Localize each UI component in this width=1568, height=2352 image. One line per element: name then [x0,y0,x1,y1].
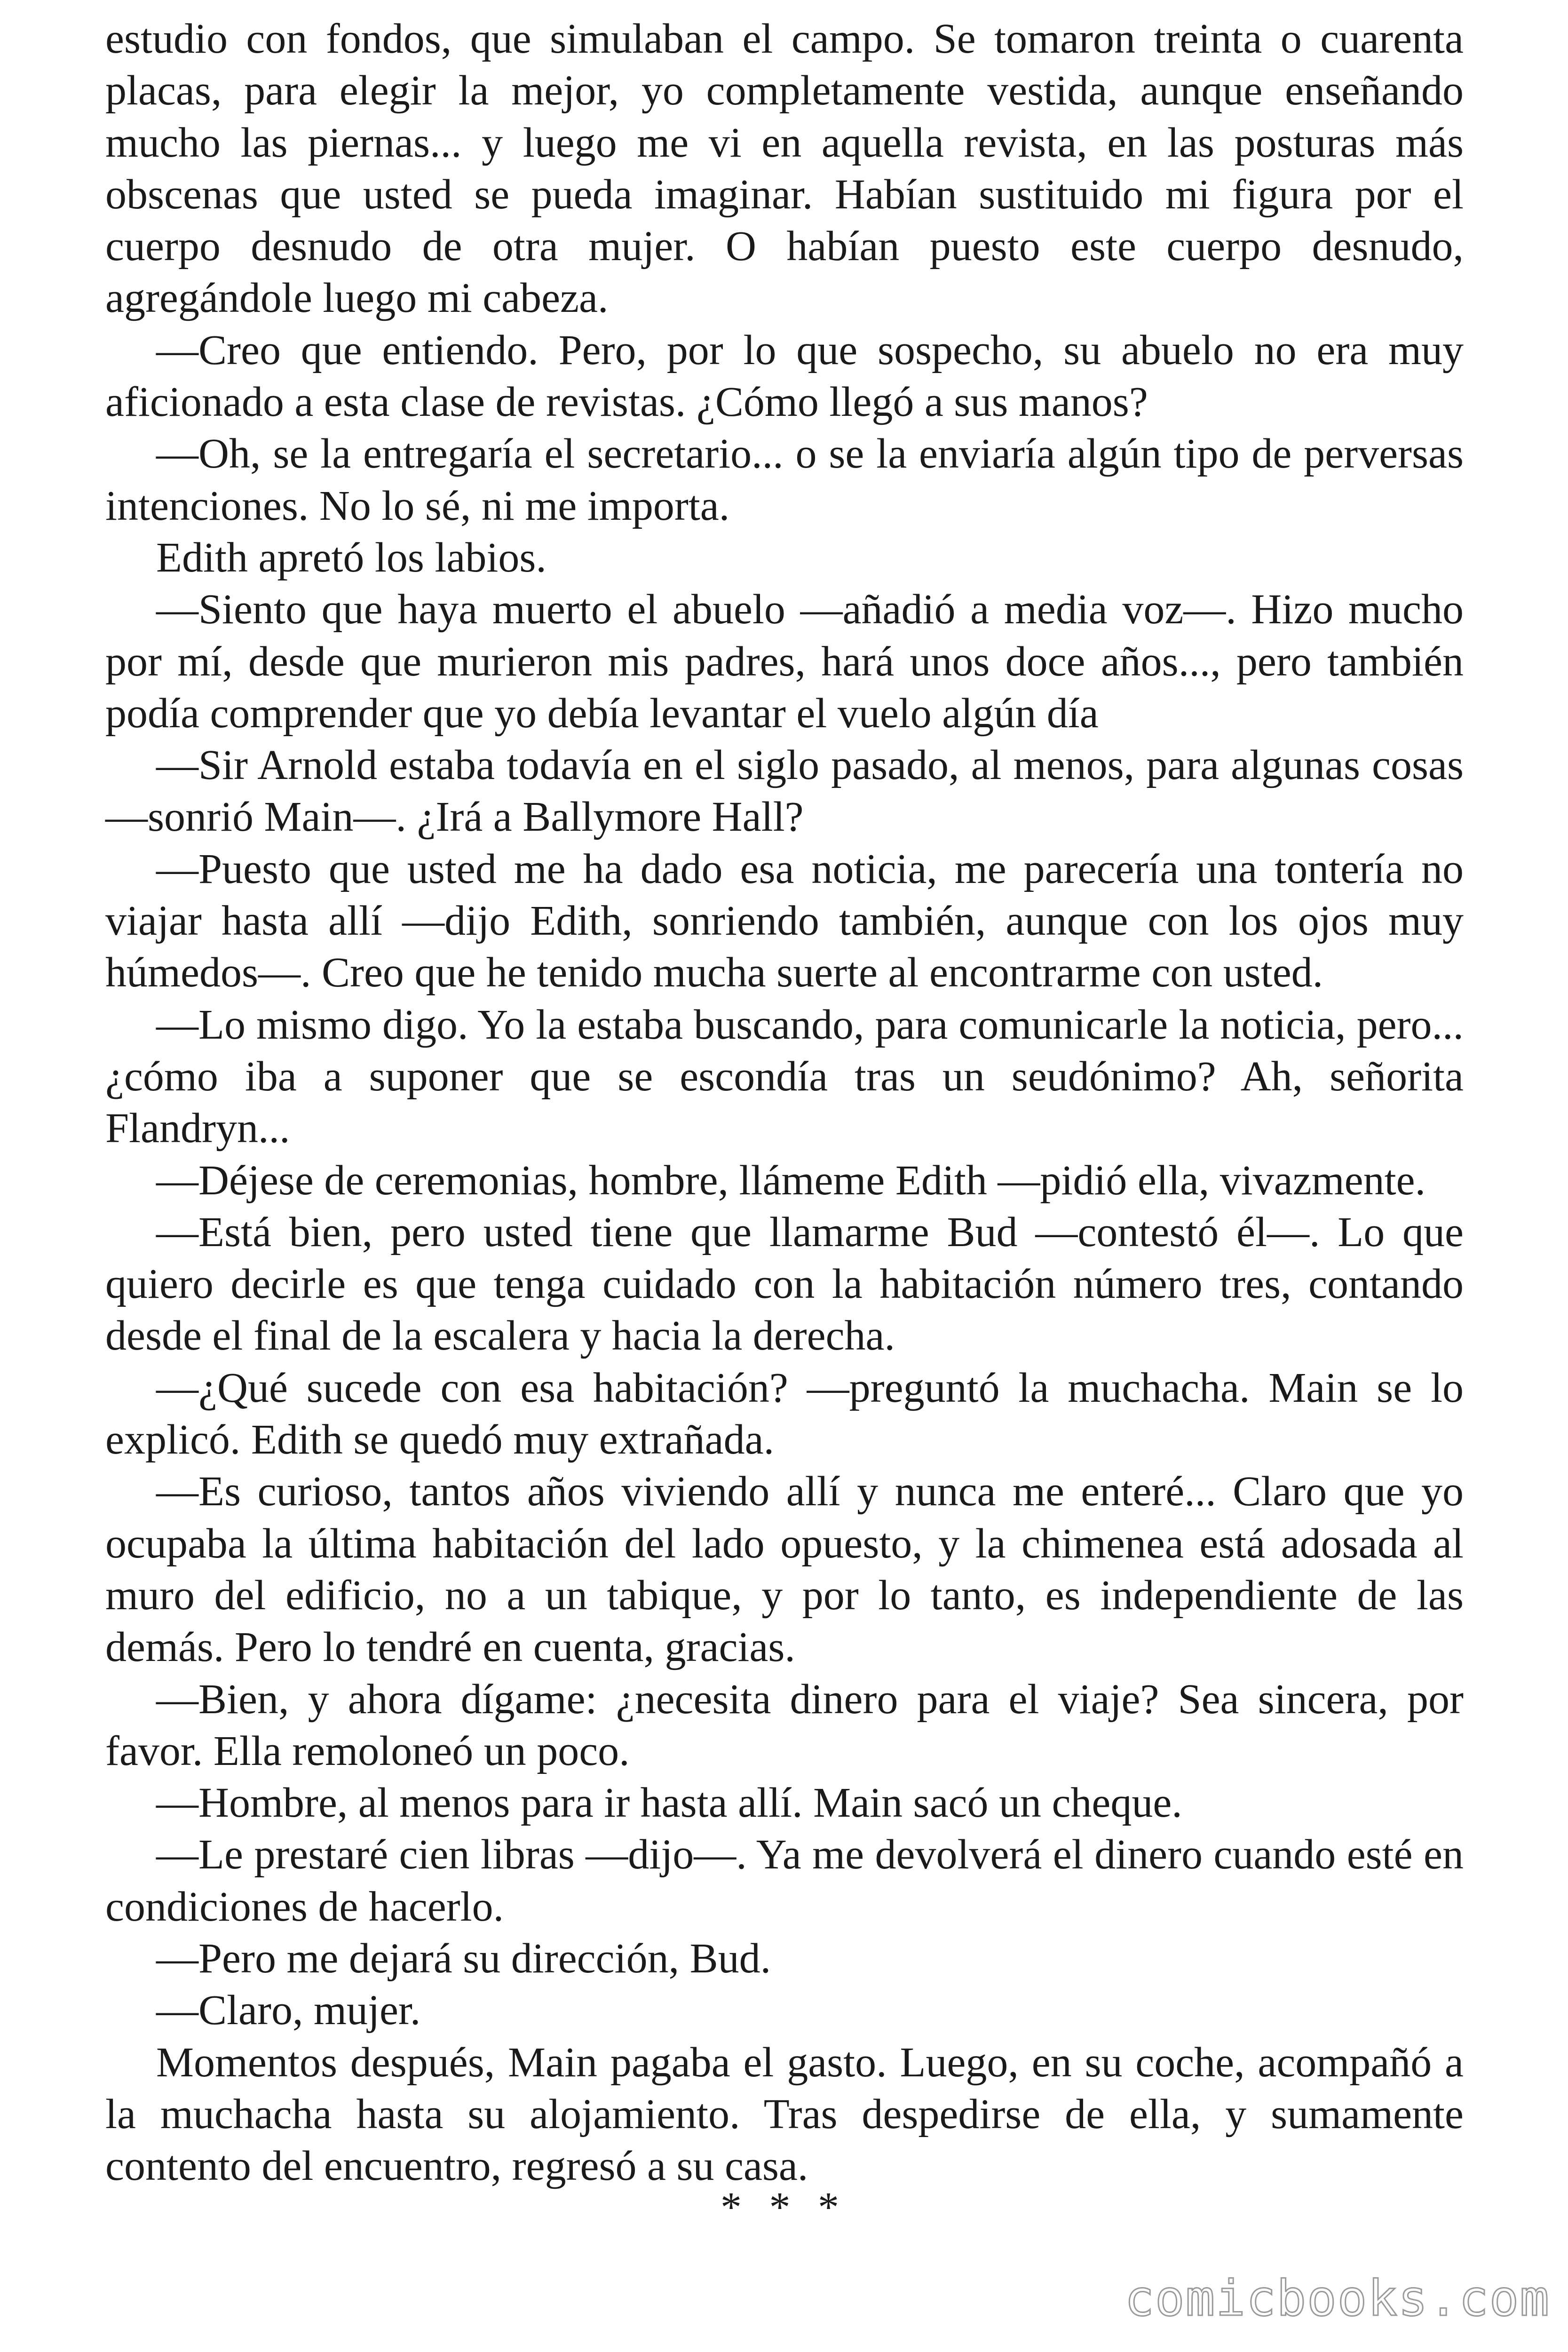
paragraph: Momentos después, Main pagaba el gasto. Luego, en su coche, acompañó a la muchacha hasta su alojamiento. Tras despedirse de ella, y sumamente contento del encuentro, regresó a su casa. [105,2039,1464,2190]
paragraph: Edith apretó los labios. [156,534,546,581]
paragraph: —¿Qué sucede con esa habitación? —preguntó la muchacha. Main se lo explicó. Edith se quedó muy extrañada. [105,1364,1464,1463]
paragraph: —Oh, se la entregaría el secretario... o se la enviaría algún tipo de perversas intenciones. No lo sé, ni me importa. [105,430,1464,529]
paragraph: —Sir Arnold estaba todavía en el siglo pasado, al menos, para algunas cosas —sonrió Main—. ¿Irá a Ballymore Hall? [105,742,1464,841]
paragraph: —Siento que haya muerto el abuelo —añadió a media voz—. Hizo mucho por mí, desde que murieron mis padres, hará unos doce años..., pero también podía comprender que yo debía levantar el vuelo algún día [105,586,1464,737]
paragraph: —Es curioso, tantos años viviendo allí y nunca me enteré... Claro que yo ocupaba la última habitación del lado opuesto, y la chimenea está adosada al muro del edificio, no a un tabique, y por lo tanto, es independiente de las demás. Pero lo tendré en cuenta, gracias. [105,1468,1464,1671]
paragraph: —Hombre, al menos para ir hasta allí. Main sacó un cheque. [156,1780,1182,1827]
watermark: comicbooks.com [1125,2270,1550,2327]
body-text [105,13,1464,2192]
paragraph: —Puesto que usted me ha dado esa noticia, me parecería una tontería no viajar hasta allí —dijo Edith, sonriendo también, aunque con los ojos muy húmedos—. Creo que he tenido mucha suerte al encontrarme con usted. [105,845,1464,996]
paragraph: —Está bien, pero usted tiene que llamarme Bud —contestó él—. Lo que quiero decirle es que tenga cuidado con la habitación número tres, contando desde el final de la escalera y hacia la derecha. [105,1208,1464,1359]
paragraph: —Lo mismo digo. Yo la estaba buscando, para comunicarle la noticia, pero... ¿cómo iba a suponer que se escondía tras un seudónimo? Ah, señorita Flandryn... [105,1001,1464,1152]
section-separator: * * * [721,2184,847,2231]
paragraph: —Claro, mujer. [156,1987,421,2034]
paragraph: —Bien, y ahora dígame: ¿necesita dinero para el viaje? Sea sincera, por favor. Ella remoloneó un poco. [105,1676,1464,1774]
paragraph: —Creo que entiendo. Pero, por lo que sospecho, su abuelo no era muy aficionado a esta clase de revistas. ¿Cómo llegó a sus manos? [105,326,1464,426]
paragraph: —Le prestaré cien libras —dijo—. Ya me devolverá el dinero cuando esté en condiciones de hacerlo. [105,1831,1464,1930]
paragraph: —Pero me dejará su dirección, Bud. [156,1935,771,1982]
paragraph: —Déjese de ceremonias, hombre, llámeme Edith —pidió ella, vivazmente. [156,1157,1426,1204]
paragraph-continuation: estudio con fondos, que simulaban el campo. Se tomaron treinta o cuarenta placas, para elegir la mejor, yo completamente vestida, aunque enseñando mucho las piernas... y luego me vi en aquella revista, en las posturas más obscenas que usted se pueda imaginar. Habían sustituido mi figura por el cuerpo desnudo de otra mujer. O habían puesto este cuerpo desnudo, agregándole luego mi cabeza. [105,16,1464,322]
